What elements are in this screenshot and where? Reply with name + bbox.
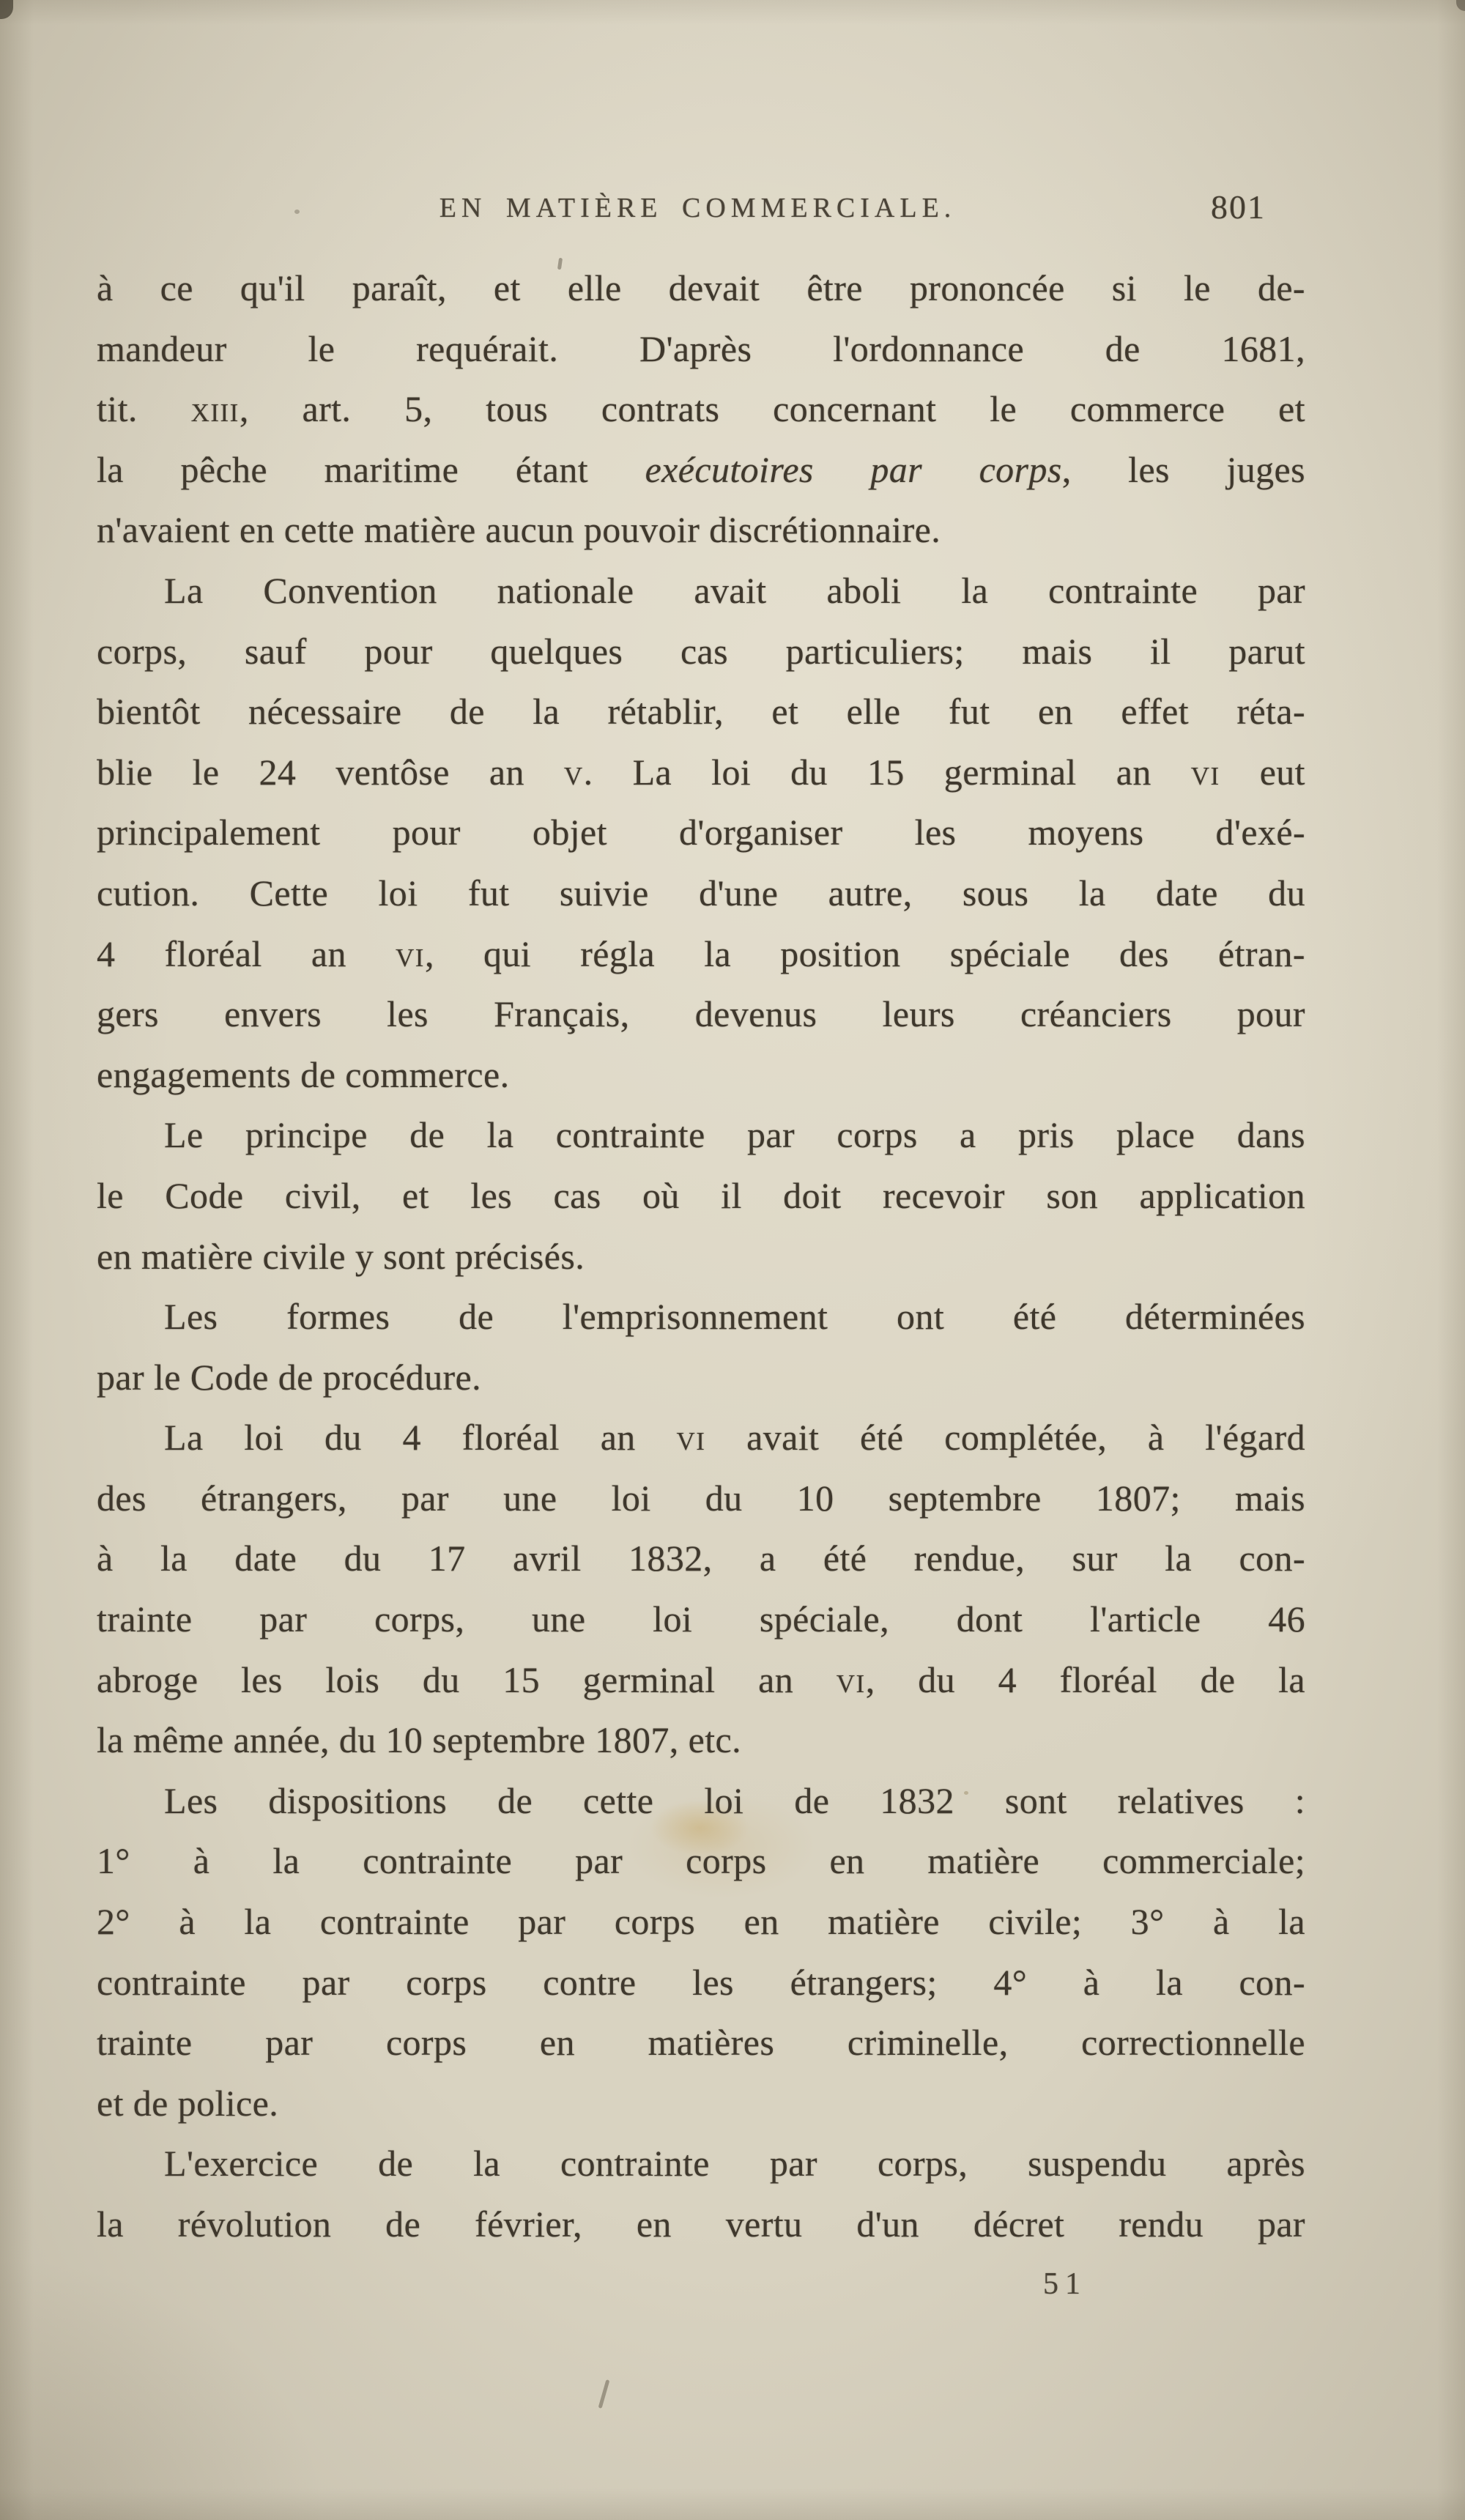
text-line xyxy=(97,2133,1305,2194)
smallcaps-text: vi xyxy=(1190,751,1220,793)
text-line xyxy=(97,440,1305,500)
text-line xyxy=(97,1286,1305,1347)
text-line xyxy=(97,1831,1305,1891)
text-line xyxy=(97,681,1305,742)
text-segment: la révolution de février, en vertu d'un décret rendu par xyxy=(97,2204,1305,2245)
scan-corner-artifact xyxy=(1456,0,1465,11)
text-segment: 2° à la contrainte par corps en matière civile; 3° à la xyxy=(97,1901,1305,1943)
text-segment: 4 floréal an xyxy=(97,933,396,974)
text-line xyxy=(97,984,1305,1045)
page-number: 801 xyxy=(1211,188,1266,226)
running-title: EN MATIÈRE COMMERCIALE. xyxy=(439,193,957,223)
stray-slash-mark xyxy=(598,2379,610,2409)
text-segment: Les dispositions de cette loi de 1832 sont relatives : xyxy=(164,1779,1305,1821)
text-segment: principalement pour objet d'organiser les moyens d'exé- xyxy=(97,812,1305,853)
text-line xyxy=(97,1589,1305,1650)
text-line xyxy=(97,1468,1305,1529)
text-line xyxy=(97,500,1305,560)
signature-mark: 51 xyxy=(1043,2267,1087,2301)
text-line xyxy=(97,379,1305,440)
text-segment: en matière civile y sont précisés. xyxy=(97,1235,585,1277)
text-line xyxy=(97,1771,1305,1831)
text-segment: . La loi du 15 germinal an xyxy=(583,751,1191,793)
text-segment: trainte par corps, une loi spéciale, dont l'article 46 xyxy=(97,1598,1305,1640)
text-segment: , art. 5, tous contrats concernant le commerce et xyxy=(239,388,1305,430)
text-line xyxy=(97,863,1305,924)
text-line xyxy=(97,802,1305,863)
paper-speck xyxy=(964,1791,968,1795)
text-line xyxy=(97,319,1305,379)
smallcaps-text: xiii xyxy=(190,388,240,430)
text-segment: La loi du 4 floréal an xyxy=(164,1417,677,1459)
text-segment: contrainte par corps contre les étrangers; 4° à la con- xyxy=(97,1961,1305,2003)
text-line xyxy=(97,1407,1305,1468)
text-line xyxy=(97,1347,1305,1408)
text-line xyxy=(97,1105,1305,1166)
text-segment: La Convention nationale avait aboli la contrainte par xyxy=(164,569,1305,611)
text-segment: cution. Cette loi fut suivie d'une autre, sous la date du xyxy=(97,872,1305,914)
text-line xyxy=(97,2012,1305,2073)
smallcaps-text: vi xyxy=(396,933,425,974)
text-segment: engagements de commerce. xyxy=(97,1053,510,1095)
text-line xyxy=(97,1650,1305,1711)
text-segment: la même année, du 10 septembre 1807, etc. xyxy=(97,1719,741,1761)
text-segment: L'exercice de la contrainte par corps, suspendu après xyxy=(164,2143,1305,2184)
text-segment: le Code civil, et les cas où il doit recevoir son application xyxy=(97,1174,1305,1216)
text-segment: et de police. xyxy=(97,2082,279,2124)
paper-speck xyxy=(294,210,300,214)
text-segment: avait été complétée, à l'égard xyxy=(705,1417,1305,1459)
text-segment: eut xyxy=(1220,751,1305,793)
scan-corner-artifact xyxy=(0,0,13,19)
text-line xyxy=(97,924,1305,985)
text-body xyxy=(97,258,1305,2255)
text-line xyxy=(97,258,1305,319)
text-line xyxy=(97,2073,1305,2134)
text-segment: par le Code de procédure. xyxy=(97,1356,482,1398)
text-segment: Le principe de la contrainte par corps a pris place dans xyxy=(164,1114,1305,1156)
text-segment: bientôt nécessaire de la rétablir, et elle fut en effet réta- xyxy=(97,691,1305,733)
text-line xyxy=(97,2194,1305,2255)
text-line xyxy=(97,1710,1305,1771)
text-segment: abroge les lois du 15 germinal an xyxy=(97,1659,837,1700)
text-line xyxy=(97,742,1305,803)
text-segment: des étrangers, par une loi du 10 septembre 1807; mais xyxy=(97,1477,1305,1519)
text-segment: blie le 24 ventôse an xyxy=(97,751,564,793)
italic-text: exécutoires par corps xyxy=(645,448,1062,490)
text-line xyxy=(97,1528,1305,1589)
text-segment: la pêche maritime étant xyxy=(97,448,645,490)
text-segment: n'avaient en cette matière aucun pouvoir discrétionnaire. xyxy=(97,509,941,551)
smallcaps-text: vi xyxy=(836,1659,866,1700)
text-segment: 1° à la contrainte par corps en matière commerciale; xyxy=(97,1840,1305,1882)
text-line xyxy=(97,1045,1305,1105)
text-line xyxy=(97,621,1305,682)
text-segment: corps, sauf pour quelques cas particuliers; mais il parut xyxy=(97,630,1305,672)
smallcaps-text: v xyxy=(563,751,584,793)
text-line xyxy=(97,1891,1305,1952)
text-line xyxy=(97,560,1305,621)
smallcaps-text: vi xyxy=(676,1417,706,1459)
text-line xyxy=(97,1166,1305,1226)
text-segment: à la date du 17 avril 1832, a été rendue, sur la con- xyxy=(97,1538,1305,1579)
text-line xyxy=(97,1226,1305,1287)
text-line xyxy=(97,1952,1305,2013)
text-segment: , qui régla la position spéciale des étran- xyxy=(424,933,1305,974)
text-segment: , les juges xyxy=(1061,448,1305,490)
text-segment: , du 4 floréal de la xyxy=(865,1659,1305,1700)
text-segment: gers envers les Français, devenus leurs créanciers pour xyxy=(97,993,1305,1035)
text-segment: tit. xyxy=(97,388,191,430)
text-segment: mandeur le requérait. D'après l'ordonnance de 1681, xyxy=(97,327,1305,369)
text-segment: à ce qu'il paraît, et elle devait être prononcée si le de- xyxy=(97,267,1305,308)
text-segment: Les formes de l'emprisonnement ont été déterminées xyxy=(164,1296,1305,1338)
text-segment: trainte par corps en matières criminelle, correctionnelle xyxy=(97,2022,1305,2064)
